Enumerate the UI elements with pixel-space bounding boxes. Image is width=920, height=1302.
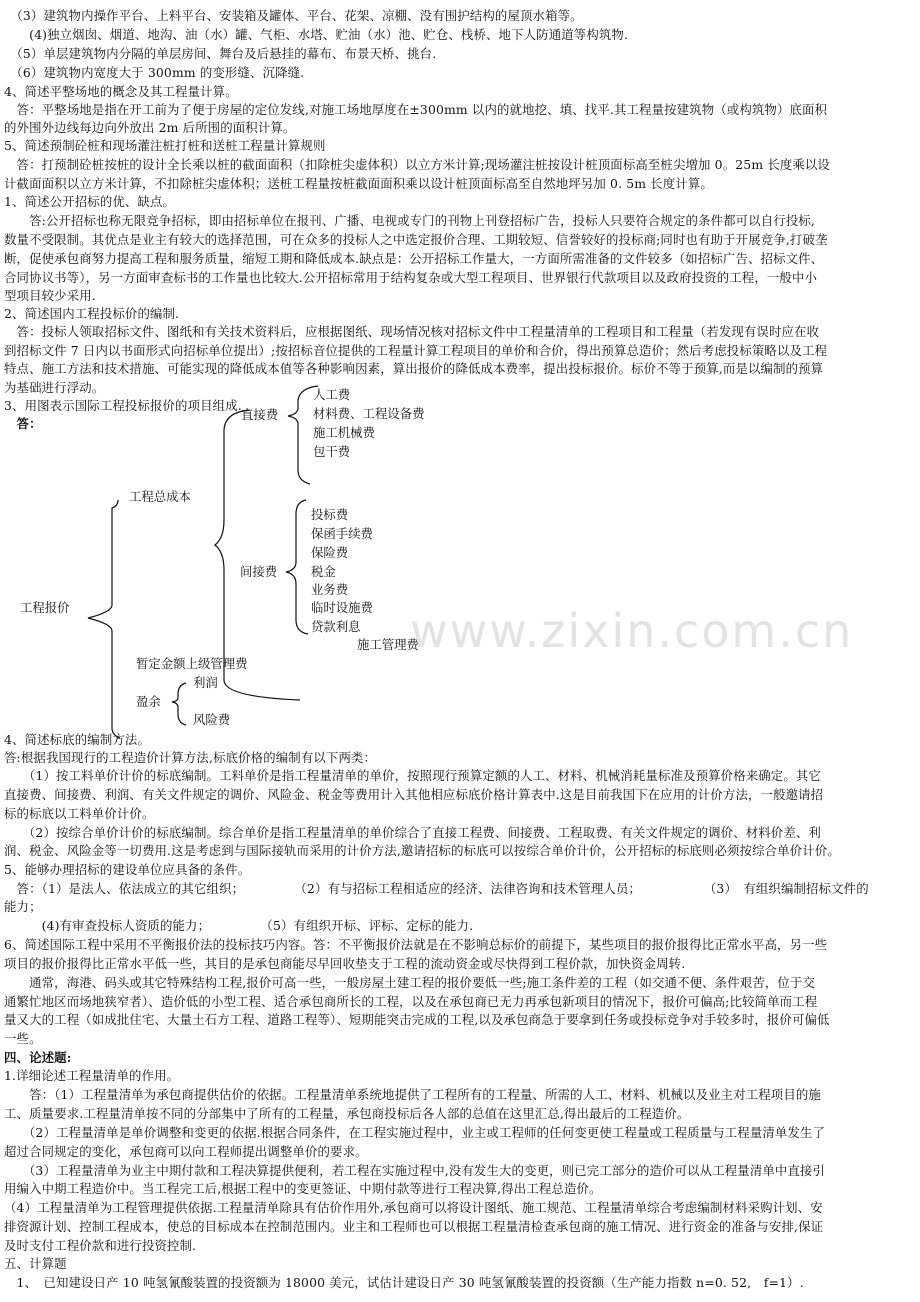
question-heading: 3、用图表示国际工程投标报价的项目组成. bbox=[4, 398, 242, 413]
text-line: 工、质量要求.工程量清单按不同的分部集中了所有的工程量，承包商投标后各人部的总值在这里汇总,得出最后的工程造价。 bbox=[4, 1106, 690, 1121]
tree-indirect-item: 贷款利息 bbox=[311, 619, 361, 634]
text-line: 断，促使承包商努力提高工程和服务质量，缩短工期和降低成本.缺点是：公开招标工作量大，一方面所需准备的文件较多（如招标广告、招标文件、 bbox=[4, 251, 824, 266]
answer-line: 答：打预制砼桩按桩的设计全长乘以桩的截面面积（扣除桩尖虚体积）以立方米计算;现场灌注桩按设计桩顶面标高至桩尖增加 0。25m 长度乘以设 bbox=[4, 157, 831, 172]
question-heading: 1、 已知建设日产 10 吨氢氰酸装置的投资额为 18000 美元，试估计建设日产 30 吨氢氰酸装置的投资额（生产能力指数 n=0. 52, f=1）. bbox=[4, 1275, 804, 1290]
watermark: www.zixin.com.cn bbox=[410, 604, 854, 658]
question-heading: 5、能够办理招标的建设单位应具备的条件。 bbox=[4, 862, 251, 877]
text-line: 型项目较少采用. bbox=[4, 288, 96, 303]
tree-direct-item: 施工机械费 bbox=[313, 425, 375, 440]
text-line: （5）单层建筑物内分隔的单层房间、舞台及后悬挂的幕布、布景天桥、挑台. bbox=[4, 46, 437, 61]
text-line: 项目的报价报得比正常水平低一些，其目的是承包商能尽早回收垫支于工程的流动资金或尽快得到工程价款，加快资金周转. bbox=[4, 956, 686, 971]
text-line: 合同协议书等），另一方面审查标书的工作量也比较大.公开招标常用于结构复杂或大型工程项目、世界银行代款项目以及政府投资的工程，一般中小 bbox=[4, 270, 818, 285]
tree-indirect-item: 保险费 bbox=[311, 545, 349, 560]
text-line: 直接费、间接费、利润、有关文件规定的调价、风险金、税金等费用计入其他相应标底价格计算表中.这是目前我国下在应用的计价方法，一般邀请招 bbox=[4, 787, 824, 802]
text-line: 量又大的工程（如成批住宅、大量土石方工程、道路工程等）、短期能突击完成的工程,以及承包商急于要拿到任务或投标竞争对手较多时，报价可偏低 bbox=[4, 1012, 830, 1027]
answer-line: 答:公开招标也称无限竞争招标，即由招标单位在报刊、广播、电视或专门的刊物上刊登招标广告，投标人只要符合规定的条件都可以自行投标, bbox=[4, 213, 816, 228]
answer-line: 答:根据我国现行的工程造价计算方法,标底价格的编制有以下两类： bbox=[4, 750, 377, 765]
tree-indirect-item: 税金 bbox=[311, 564, 336, 579]
text-line: 数量不受限制。其优点是业主有较大的选择范围，可在众多的投标人之中选定报价合理、工期较短、信誉较好的投标商;同时也有助于开展竞争,打破垄 bbox=[4, 232, 828, 247]
text-line: （2）按综合单价计价的标底编制。综合单价是指工程量清单的单价综合了直接工程费、间接费、工程取费、有关文件规定的调价、材料价差、利 bbox=[4, 825, 821, 840]
tree-indirect-item: 业务费 bbox=[311, 582, 349, 597]
answer-line: 答：投标人领取招标文件、图纸和有关技术资料后，应根据图纸、现场情况核对招标文件中工程量清单的工程项目和工程量（若发现有误时应在收 bbox=[4, 324, 820, 339]
text-line: 一些。 bbox=[4, 1031, 42, 1046]
text-line: 超过合同规定的变化，承包商可以向工程师提出调整单价的要求。 bbox=[4, 1144, 368, 1159]
text-line: 到招标文件 7 日内以书面形式向招标单位提出）;按招标音位提供的工程量计算工程项目的单价和合价，得出预算总造价；然后考虑投标策略以及工程 bbox=[4, 343, 828, 358]
answer-line: 答：（1）是法人、依法成立的其它组织； （2）有与招标工程相适应的经济、法律咨询和技术管理人员； （3） 有组织编制招标文件的 bbox=[4, 881, 869, 896]
text-line: 标的标底以工料单价计价。 bbox=[4, 806, 155, 821]
text-line: （2）工程量清单是单价调整和变更的依据.根据合同条件，在工程实施过程中，业主或工程师的任何变更使工程量或工程质量与工程量清单发生了 bbox=[4, 1125, 826, 1140]
answer-label: 答： bbox=[4, 416, 42, 431]
question-heading: 1.详细论述工程量清单的作用。 bbox=[4, 1068, 180, 1083]
tree-direct-item: 包干费 bbox=[313, 444, 351, 459]
tree-indirect-item: 保函手续费 bbox=[311, 526, 373, 541]
text-line: (4)独立烟囱、烟道、地沟、油（水）罐、气柜、水塔、贮油（水）池、贮仓、栈桥、地下人防通道等构筑物. bbox=[4, 27, 629, 42]
text-line: 用编入中期工程造价中。当工程完工后,根据工程中的变更签证、中期付款等进行工程决算,得出工程总造价。 bbox=[4, 1181, 602, 1196]
tree-total-cost-label: 工程总成本 bbox=[129, 489, 191, 504]
tree-indirect-label: 间接费 bbox=[240, 564, 278, 579]
question-heading: 5、简述预制砼桩和现场灌注桩打桩和送桩工程量计算规则 bbox=[4, 138, 326, 153]
section-heading: 四、论述题: bbox=[4, 1050, 72, 1065]
text-line: （3）工程量清单为业主中期付款和工程决算提供便利，若工程在实施过程中,没有发生大的变更，则已完工部分的造价可以从工程量清单中直接引 bbox=[4, 1163, 826, 1178]
tree-indirect-item: 临时设施费 bbox=[311, 600, 373, 615]
text-line: 通常，海港、码头或其它特殊结构工程,报价可高一些，一般房屋土建工程的报价要低一些;施工条件差的工程（如交通不便、条件艰苦，位于交 bbox=[4, 975, 816, 990]
question-heading: 1、简述公开招标的优、缺点。 bbox=[4, 194, 176, 209]
tree-direct-item: 材料费、工程设备费 bbox=[313, 406, 425, 421]
tree-indirect-item: 投标费 bbox=[311, 507, 349, 522]
tree-profit-label: 利润 bbox=[193, 675, 218, 690]
text-line: 通繁忙地区而场地狭窄者）、造价低的小型工程、适合承包商所长的工程，以及在承包商已无力再承包新项目的情况下，报价可偏高;比较简单而工程 bbox=[4, 994, 818, 1009]
text-line: 排资源计划、控制工程成本，使总的目标成本在控制范围内。业主和工程师也可以根据工程量清检查承包商的施工情况、进行资金的准备与安排,保证 bbox=[4, 1219, 824, 1234]
tree-surplus-label: 盈余 bbox=[136, 694, 161, 709]
tree-direct-label: 直接费 bbox=[241, 407, 279, 422]
text-line: （6）建筑物内宽度大于 300mm 的变形缝、沉降缝. bbox=[4, 65, 305, 80]
surplus-brace bbox=[172, 683, 186, 725]
question-heading: 4、简述平整场地的概念及其工程量计算。 bbox=[4, 84, 238, 99]
text-line: （4）工程量清单为工程管理提供依据.工程量清单除具有估价作用外,承包商可以将设计图纸、施工规范、工程量清单综合考虑编制材料采购计划、安 bbox=[4, 1200, 823, 1215]
tree-provisional-label: 暂定金额上级管理费 bbox=[136, 656, 248, 671]
tree-risk-label: 风险费 bbox=[193, 712, 231, 727]
answer-line: 答：（1）工程量清单为承包商提供估价的依据。工程量清单系统地提供了工程所有的工程量、所需的人工、材料、机械以及业主对工程项目的施 bbox=[4, 1087, 821, 1102]
question-heading: 4、简述标底的编制方法。 bbox=[4, 732, 150, 747]
root-brace bbox=[88, 500, 120, 738]
text-line: 及时支付工程价款和进行投资控制. bbox=[4, 1238, 197, 1253]
tree-root-label: 工程报价 bbox=[20, 600, 70, 615]
text-line: 为基础进行浮动。 bbox=[4, 380, 105, 395]
text-line: 特点、施工方法和技术措施、可能实现的降低成本值等各种影响因素，算出报价的降低成本费率，提出投标报价。标价不等于预算,而是以编制的预算 bbox=[4, 361, 824, 376]
text-line: 能力； bbox=[4, 899, 42, 914]
text-line: （1）按工料单价计价的标底编制。工料单价是指工程量清单的单价，按照现行预算定额的人工、材料、机械消耗量标准及预算价格来确定。其它 bbox=[4, 768, 821, 783]
question-heading: 6、简述国际工程中采用不平衡报价法的投标技巧内容。答：不平衡报价法就是在不影响总标价的前提下，某些项目的报价报得比正常水平高，另一些 bbox=[4, 937, 828, 952]
answer-line: 答：平整场地是指在开工前为了便于房屋的定位发线,对施工场地厚度在±300mm 以内的就地挖、填、找平.其工程量按建筑物（或构筑物）底面积 bbox=[4, 102, 828, 117]
text-line: （3）建筑物内操作平台、上料平台、安装箱及罐体、平台、花架、凉棚、没有围护结构的屋顶水箱等。 bbox=[4, 8, 583, 23]
indirect-brace bbox=[286, 500, 308, 634]
tree-direct-item: 人工费 bbox=[313, 387, 351, 402]
text-line: 润、税金、风险金等一切费用.这是考虑到与国际接轨而采用的计价方法,邀请招标的标底可以按综合单价计价，公开招标的标底则必须按综合单价计价。 bbox=[4, 843, 840, 858]
question-heading: 2、简述国内工程投标价的编制. bbox=[4, 306, 180, 321]
text-line: (4)有审查投标人资质的能力； （5）有组织开标、评标、定标的能力. bbox=[4, 918, 474, 933]
section-heading: 五、计算题 bbox=[4, 1256, 67, 1271]
text-line: 的外围外边线每边向外放出 2m 后所围的面积计算。 bbox=[4, 120, 296, 135]
tree-mgmt-label: 施工管理费 bbox=[357, 637, 419, 652]
text-line: 计截面面积以立方米计算，不扣除桩尖虚体积；送桩工程量按桩截面面积乘以设计桩顶面标高至自然地坪另加 0. 5m 长度计算。 bbox=[4, 176, 713, 191]
